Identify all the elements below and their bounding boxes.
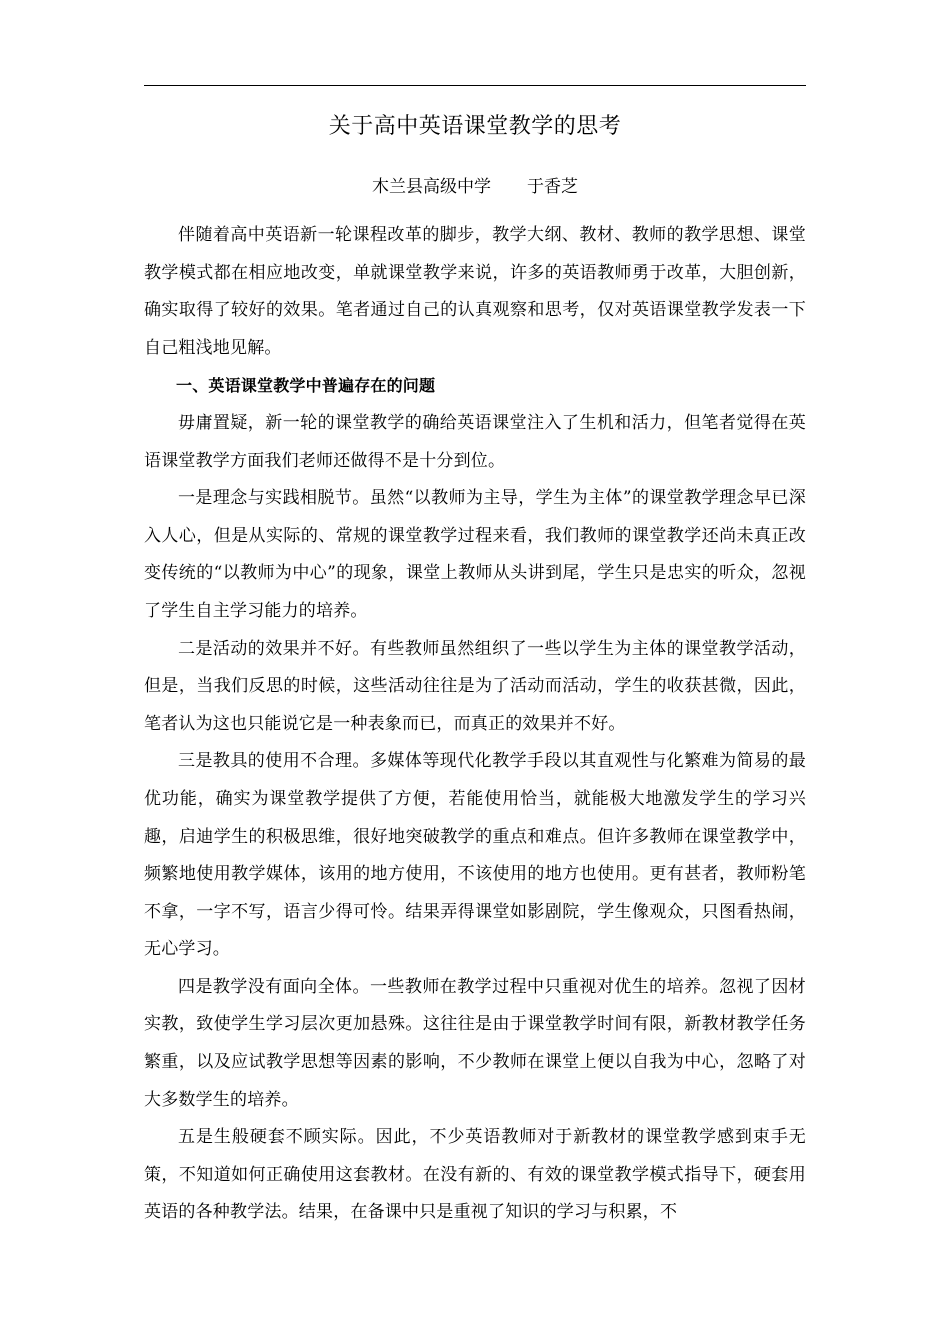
byline <box>144 174 806 200</box>
author-name: 于香芝 <box>527 177 578 197</box>
paragraph: 一是理念与实践相脱节。虽然“以教师为主导，学生为主体”的课堂教学理念早已深入人心，但是从实际的、常规的课堂教学过程来看，我们教师的课堂教学还尚未真正改变传统的“以教师为中心”的现象，课堂上教师从头讲到尾，学生只是忠实的听众，忽视了学生自主学习能力的培养。 <box>144 488 806 621</box>
paragraph: 二是活动的效果并不好。有些教师虽然组织了一些以学生为主体的课堂教学活动，但是，当我们反思的时候，这些活动往往是为了活动而活动，学生的收获甚微，因此，笔者认为这也只能说它是一种表象而已，而真正的效果并不好。 <box>144 638 806 734</box>
paragraph: 四是教学没有面向全体。一些教师在教学过程中只重视对优生的培养。忽视了因材实教，致使学生学习层次更加悬殊。这往往是由于课堂教学时间有限，新教材教学任务繁重，以及应试教学思想等因素的影响，不少教师在课堂上便以自我为中心，忽略了对大多数学生的培养。 <box>144 976 806 1110</box>
school-name: 木兰县高级中学 <box>372 177 491 197</box>
paragraph: 毋庸置疑，新一轮的课堂教学的确给英语课堂注入了生机和活力，但笔者觉得在英语课堂教学方面我们老师还做得不是十分到位。 <box>144 412 806 471</box>
paragraph: 三是教具的使用不合理。多媒体等现代化教学手段以其直观性与化繁难为简易的最优功能，确实为课堂教学提供了方便，若能使用恰当，就能极大地激发学生的学习兴趣，启迪学生的积极思维，很好地突破教学的重点和难点。但许多教师在课堂教学中，频繁地使用教学媒体，该用的地方使用，不该使用的地方也使用。更有甚者，教师粉笔不拿，一字不写，语言少得可怜。结果弄得课堂如影剧院，学生像观众，只图看热闹，无心学习。 <box>144 751 806 960</box>
document-title: 关于高中英语课堂教学的思考 <box>328 114 622 139</box>
paragraph-intro: 伴随着高中英语新一轮课程改革的脚步，教学大纲、教材、教师的教学思想、课堂教学模式都在相应地改变，单就课堂教学来说，许多的英语教师勇于改革，大胆创新，确实取得了较好的效果。笔者通过自己的认真观察和思考，仅对英语课堂教学发表一下自己粗浅地见解。 <box>144 225 806 358</box>
section-heading: 一、英语课堂教学中普遍存在的问题 <box>176 376 436 396</box>
paragraph: 五是生般硬套不顾实际。因此，不少英语教师对于新教材的课堂教学感到束手无策，不知道如何正确使用这套教材。在没有新的、有效的课堂教学模式指导下，硬套用英语的各种教学法。结果，在备课中只是重视了知识的学习与积累，不 <box>144 1127 806 1223</box>
document-body <box>144 217 806 1232</box>
header-rule <box>144 85 806 86</box>
